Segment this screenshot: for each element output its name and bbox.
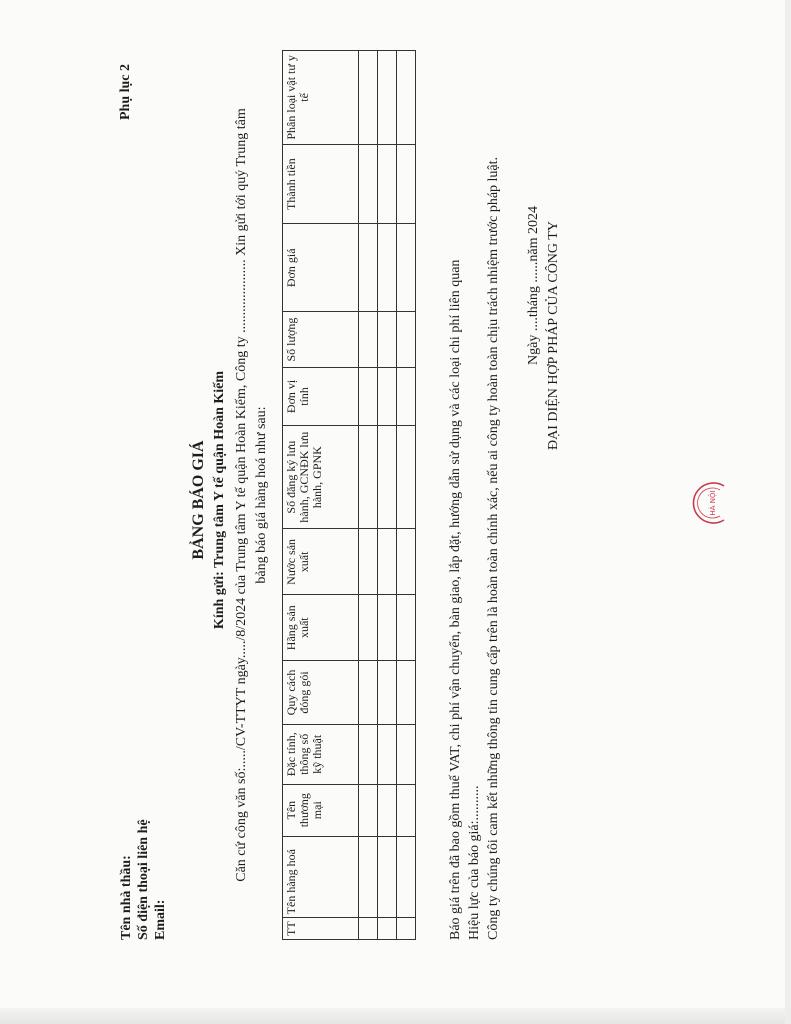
contractor-phone-label: Số điện thoại liên hệ [136,819,151,940]
header-quantity: Số lượng [283,312,359,368]
appendix-label: Phụ lục 2 [118,63,133,120]
contractor-name-label: Tên nhà thầu: [119,855,134,940]
table-row [397,51,416,940]
svg-text:HÀ NỘI: HÀ NỘI [709,490,717,516]
stamp-seal-icon [684,476,738,530]
header-product-name: Tên hàng hoá [283,836,359,918]
header-unit: Đơn vị tính [283,368,359,426]
basis-line-1: Căn cứ công văn số:...../CV-TTYT ngày...../8/2024 của Trung tâm Y tế quận Hoàn Kiếm, Công ty ..................... Xin gửi tới quý Trung tâm [234,108,249,882]
basis-line-2: bảng báo giá hàng hoá như sau: [254,406,269,584]
scan-edge [0,1008,791,1024]
header-trade-name: Tên thương mại [283,784,359,836]
document-title: BẢNG BÁO GIÁ [190,440,207,560]
contractor-info [118,819,169,940]
header-classification: Phân loại vật tư y tế [283,51,359,145]
contractor-email-label: Email: [153,899,168,940]
header-unit-price: Đơn giá [283,224,359,312]
table-row [359,51,378,940]
header-packaging: Quy cách đóng gói [283,661,359,725]
note-commitment: Công ty chúng tôi cam kết những thông tin cung cấp trên là hoàn toàn chính xác, nếu ai công ty hoàn toàn chịu trách nhiệm trước pháp luật. [486,156,501,940]
header-tt: TT [283,918,359,940]
notes-section [446,40,503,940]
signature-title: ĐẠI DIỆN HỢP PHÁP CỦA CÔNG TY [546,221,561,450]
header-total: Thành tiền [283,144,359,224]
header-manufacturer: Hãng sản xuất [283,595,359,661]
table-header-row [283,51,359,940]
header-specifications: Đặc tính, thông số kỹ thuật [283,724,359,784]
signature-date: Ngày ....tháng ......năm 2024 [526,205,541,365]
quotation-table [282,50,416,940]
table-row [378,51,397,940]
addressee: Kính gửi: Trung tâm Y tế quận Hoàn Kiếm [212,370,227,630]
header-country: Nước sản xuất [283,529,359,595]
note-validity: Hiệu lực của báo giá:.......... [467,785,482,940]
note-vat: Báo giá trên đã bao gồm thuế VAT, chi phí vận chuyển, bàn giao, lắp đặt, hướng dẫn sử dụng và các loại chi phí liên quan [448,259,463,940]
header-registration: Số đăng ký lưu hành, GCNĐK lưu hành, GPNK [283,425,359,529]
basis-paragraph [232,50,272,940]
